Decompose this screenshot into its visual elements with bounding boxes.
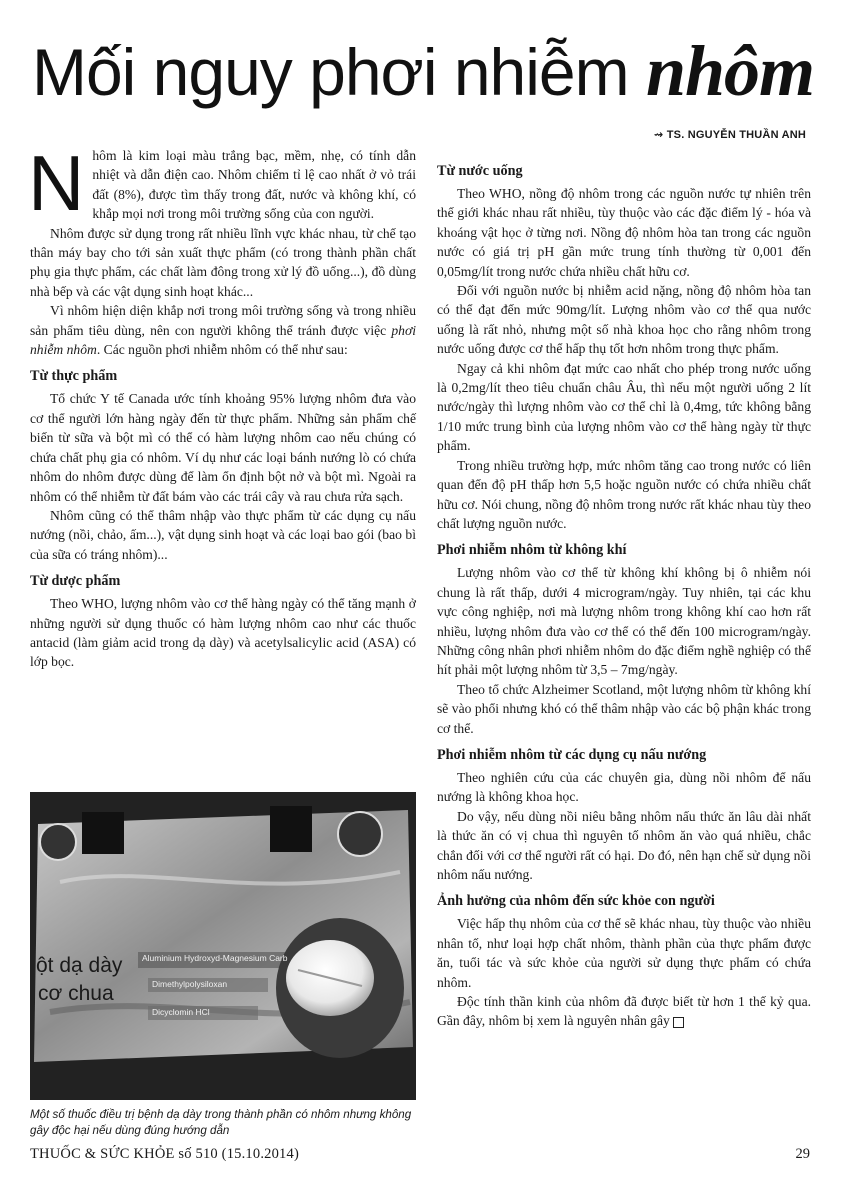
paragraph: Nhôm được sử dụng trong rất nhiều lĩnh vực khác nhau, từ chế tạo thân máy bay cho tới sản xuất thực phẩm (có trong thành phần chất phụ gia thực phẩm, các chất làm đông trong xử lý đồ uống...), đồ dùng nhà bếp và các vật dụng sinh hoạt khác... [30, 225, 416, 299]
pack-label: Dicyclomin HCl [152, 1007, 210, 1017]
author-name: TS. NGUYỄN THUẦN ANH [666, 129, 806, 141]
drop-cap: N [28, 139, 85, 227]
paragraph: Độc tính thần kinh của nhôm đã được biết từ hơn 1 thế kỷ qua. Gần đây, nhôm bị xem là nguyên nhân gây [437, 994, 811, 1029]
paragraph: Theo tổ chức Alzheimer Scotland, một lượng nhôm từ không khí sẽ vào phổi nhưng khó có thể thâm nhập vào các bộ phận khác trong cơ thể. [437, 681, 811, 736]
photo-caption: Một số thuốc điều trị bệnh dạ dày trong thành phần có nhôm nhưng không gây độc hại nếu dùng đúng hướng dẫn [30, 1108, 412, 1137]
left-column [28, 139, 416, 672]
right-column [437, 162, 811, 1031]
pack-label: Dimethylpolysiloxan [152, 979, 228, 989]
section-heading-cookware: Phơi nhiễm nhôm từ các dụng cụ nấu nướng [437, 746, 707, 763]
medicine-pack-illustration [30, 792, 416, 1100]
paragraph: Theo WHO, nồng độ nhôm trong các nguồn nước tự nhiên trên thế giới khác nhau rất nhiều, tùy thuộc vào các đặc điểm lý - hóa và khoáng vật học ở từng nơi. Nồng độ nhôm hòa tan trong các nguồn nước có giá trị pH gần mức trung tính thường từ 0,001 đến 0,05mg/lít trong nước chứa nhiều chất hữu cơ. [437, 186, 811, 279]
pack-label: Aluminium Hydroxyd-Magnesium Carb [142, 953, 288, 963]
pack-text: cơ chua [38, 982, 114, 1005]
medicine-photo [30, 792, 416, 1100]
byline-arrow-icon: ⇝ [654, 129, 664, 141]
paragraph: Việc hấp thụ nhôm của cơ thể sẽ khác nhau, tùy thuộc vào nhiều nhân tố, như loại hợp chất nhôm, thành phần của thực phẩm được ăn, tuổi tác và sức khỏe của người sử dụng thực phẩm có chứa nhôm. [437, 916, 811, 990]
paragraph: Đối với nguồn nước bị nhiễm acid nặng, nồng độ nhôm hòa tan có thể đạt đến mức 90mg/lít. Lượng nhôm vào cơ thể qua nước uống là rất nhỏ, nhưng một số nhà khoa học cho rằng nhôm trong nước uống được cơ thể hấp thụ tốt hơn nhôm trong thực phẩm. [437, 283, 811, 357]
pack-text: ột dạ dày [36, 954, 123, 977]
paragraph: Tổ chức Y tế Canada ước tính khoảng 95% lượng nhôm đưa vào cơ thể người lớn hàng ngày đến từ thực phẩm. Những sản phẩm chế biến từ sữa và bột mì có thể có hàm lượng nhôm cao nếu chúng có chứa chất phụ gia có nhôm. Ví dụ như các loại bánh nướng lò có chứa nhôm do nhôm được dùng để làm ổn định bột nở và bột mì. Ngoài ra nhôm có thể nhiễm từ đất bám vào các trái cây và rau chưa rửa sạch. [30, 391, 416, 504]
issue-info: số 510 (15.10.2014) [178, 1146, 299, 1162]
paragraph: Ngay cả khi nhôm đạt mức cao nhất cho phép trong nước uống là 0,2mg/lít theo tiêu chuẩn châu Âu, thì nếu một người uống 2 lít nước/ngày thì lượng nhôm vào cơ thể chỉ là 0,4mg, tức không bằng 1/10 mức trung bình của lượng nhôm vào cơ thể hàng ngày từ thực phẩm. [437, 360, 811, 454]
byline [654, 128, 806, 141]
paragraph: Theo WHO, lượng nhôm vào cơ thể hàng ngày có thể tăng mạnh ở những người sử dụng thuốc có hàm lượng nhôm cao như các thuốc antacid (làm giảm acid trong dạ dày) và acetylsalicylic acid (ASA) có lớp bọc. [30, 596, 416, 670]
section-heading-water: Từ nước uống [437, 163, 523, 179]
title-emphasis: nhôm [645, 31, 815, 111]
section-heading-health: Ảnh hưởng của nhôm đến sức khỏe con người [437, 893, 715, 910]
paragraph: Vì nhôm hiện diện khắp nơi trong môi trường sống và trong nhiều sản phẩm tiêu dùng, nên con người không thể tránh được việc phơi nhiễm nhôm. Các nguồn phơi nhiễm nhôm có thể như sau: [30, 303, 416, 358]
paragraph: Nhôm cũng có thể thâm nhập vào thực phẩm từ các dụng cụ nấu nướng (nồi, chảo, ấm...), vật dụng sinh hoạt và các loại bao gói (bao bì của sữa có tráng nhôm)... [30, 507, 416, 562]
page-number: 29 [795, 1146, 810, 1162]
emphasis-text: phơi nhiễm nhôm [30, 322, 416, 358]
magazine-name: THUỐC & SỨC KHỎE [30, 1146, 175, 1162]
paragraph: Theo nghiên cứu của các chuyên gia, dùng nồi nhôm để nấu nướng là không khoa học. [437, 769, 811, 805]
paragraph: Do vậy, nếu dùng nồi niêu bằng nhôm nấu thức ăn lâu dài nhất là thức ăn có vị chua thì nguyên tố nhôm ăn vào quá nhiều, chắc chắn đối với cơ thể người rất có hại. Do đó, nên hạn chế sử dụng nồi nhôm nấu nướng. [437, 808, 811, 882]
paragraph: Lượng nhôm vào cơ thể từ không khí không bị ô nhiễm nói chung là rất thấp, dưới 4 microgram/ngày. Tuy nhiên, tại các khu vực công nghiệp, nơi mà lượng nhôm trong không khí cao hơn rất nhiều, lượng nhôm đưa vào cơ thể có thể đến 100 microgram/ngày. Những công nhân phơi nhiễm nhôm do đặc điểm nghề nghiệp có thể hít phải một lượng nhôm từ 3,5 – 7mg/ngày. [437, 565, 811, 678]
paragraph: Trong nhiều trường hợp, mức nhôm tăng cao trong nước có liên quan đến độ pH thấp hơn 5,5 hoặc nguồn nước có chứa nhiều chất hữu cơ. Nói chung, nồng độ nhôm trong nước rất khác nhau tùy theo chất lượng nguồn nước. [437, 457, 811, 531]
section-heading-food: Từ thực phẩm [30, 368, 118, 385]
section-heading-air: Phơi nhiễm nhôm từ không khí [437, 542, 627, 559]
footer-magazine [30, 1146, 299, 1163]
article-title [32, 28, 822, 115]
title-main: Mối nguy phơi nhiễm [32, 35, 646, 109]
section-heading-drug: Từ dược phẩm [30, 573, 121, 590]
intro-paragraph: Nhôm là kim loại màu trắng bạc, mềm, nhẹ, có tính dẫn nhiệt và dẫn điện cao. Nhôm chiếm tỉ lệ cao nhất ở vỏ trái đất (8%), được tìm thấy trong đất, nước và không khí, có khắp mọi nơi trong môi trường sống của con người. [28, 139, 416, 227]
continued-icon [673, 1017, 684, 1028]
